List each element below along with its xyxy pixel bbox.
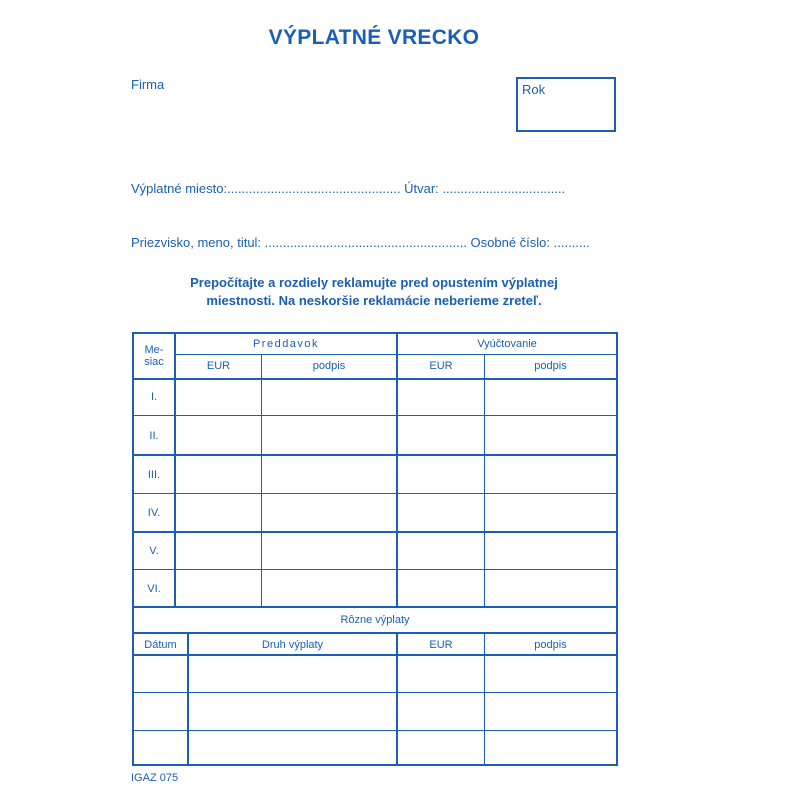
header-bottom — [132, 378, 618, 380]
rok-label: Rok — [522, 82, 546, 97]
month-label: IV. — [147, 507, 161, 519]
column-line — [484, 355, 485, 608]
name-line: Priezvisko, meno, titul: ........................................................ Osobné číslo: .......... — [131, 235, 590, 250]
advance-header: Preddavok — [252, 338, 320, 350]
date-header: Dátum — [144, 639, 177, 651]
payout-place-line: Výplatné miesto:................................................ Útvar: .................................. — [131, 181, 566, 196]
row-line — [132, 730, 618, 731]
table-border-bottom — [132, 764, 618, 766]
row-line — [132, 692, 618, 693]
rok-field[interactable] — [516, 77, 616, 132]
column-line — [484, 634, 485, 766]
advance-eur-header: EUR — [206, 360, 231, 372]
settlement-signature-header: podpis — [534, 360, 567, 372]
row-line — [132, 569, 618, 570]
misc-signature-header: podpis — [534, 639, 567, 651]
page-title: VÝPLATNÉ VRECKO — [268, 26, 480, 49]
column-line — [187, 634, 189, 766]
misc-eur-header: EUR — [429, 639, 453, 651]
advance-signature-header: podpis — [312, 360, 346, 372]
month-label: II. — [149, 430, 159, 442]
column-line — [396, 332, 398, 608]
month-label: VI. — [147, 583, 161, 595]
column-line — [174, 332, 176, 608]
form-code: IGAZ 075 — [131, 772, 179, 784]
misc-subheader-line — [132, 654, 618, 656]
notice-line-1: Prepočítajte a rozdiely reklamujte pred opustením výplatnej — [190, 275, 558, 290]
table-border-right — [616, 332, 618, 766]
misc-payments-header: Rôzne výplaty — [340, 614, 410, 626]
table-border-top — [132, 332, 618, 334]
month-label: V. — [149, 545, 159, 557]
notice-line-2: miestnosti. Na neskoršie reklamácie neberieme zreteľ. — [206, 293, 542, 308]
month-label: III. — [147, 469, 161, 481]
settlement-header: Vyúčtovanie — [477, 338, 537, 350]
month-label: I. — [150, 391, 158, 403]
row-line — [132, 454, 618, 456]
settlement-eur-header: EUR — [429, 360, 453, 372]
misc-header-line — [132, 632, 618, 634]
column-line — [261, 355, 262, 608]
row-line — [132, 606, 618, 608]
firma-label: Firma — [131, 77, 165, 92]
payment-type-header: Druh výplaty — [261, 639, 324, 651]
row-line — [132, 531, 618, 533]
month-column-header: Me- siac — [144, 344, 164, 368]
column-line — [396, 634, 398, 766]
row-line — [132, 493, 618, 494]
row-line — [132, 415, 618, 416]
